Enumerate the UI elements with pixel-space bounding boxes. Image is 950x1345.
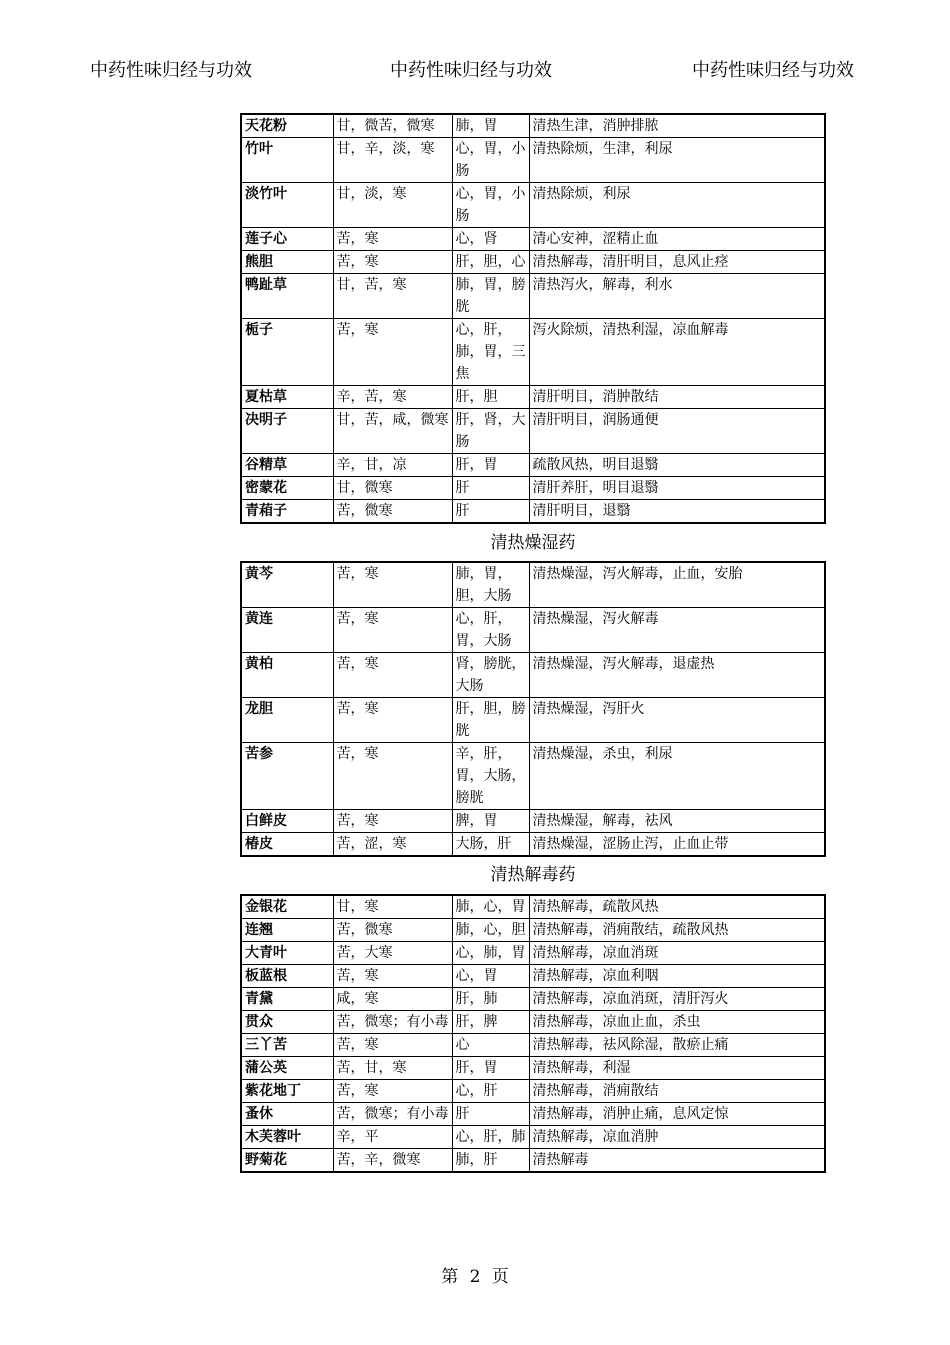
herb-name: 龙胆 (241, 698, 333, 743)
herb-name: 淡竹叶 (241, 183, 333, 228)
herb-meridian: 心，肺，胃 (452, 942, 529, 965)
table-row (241, 1103, 825, 1126)
herb-effect: 清热燥湿，泻火解毒，退虚热 (529, 653, 825, 698)
herb-nature: 苦，微寒 (333, 919, 452, 942)
herb-name: 熊胆 (241, 251, 333, 274)
herb-nature: 咸，寒 (333, 988, 452, 1011)
herb-nature: 甘，苦，寒 (333, 274, 452, 319)
herb-name: 谷精草 (241, 454, 333, 477)
herb-effect: 清热解毒，利湿 (529, 1057, 825, 1080)
section-title-damp-heat: 清热燥湿药 (490, 533, 576, 553)
herb-nature: 甘，微寒 (333, 477, 452, 500)
herb-effect: 清热燥湿，泻火解毒，止血，安胎 (529, 562, 825, 608)
table-row (241, 965, 825, 988)
herb-name: 鸭趾草 (241, 274, 333, 319)
herb-meridian: 肺，肝 (452, 1149, 529, 1173)
herb-nature: 甘，淡，寒 (333, 183, 452, 228)
table-row (241, 409, 825, 454)
herb-meridian: 肺，心，胃 (452, 895, 529, 919)
herb-effect: 清热解毒 (529, 1149, 825, 1173)
herb-effect: 清热解毒，祛风除湿，散瘀止痛 (529, 1034, 825, 1057)
table-row (241, 1080, 825, 1103)
herb-meridian: 肺，胃，胆，大肠 (452, 562, 529, 608)
herb-effect: 清肝明目，退翳 (529, 500, 825, 524)
page-number: 第 2 页 (441, 1267, 509, 1287)
herb-nature: 苦，寒 (333, 743, 452, 810)
herb-effect: 清热解毒，消肿止痛，息风定惊 (529, 1103, 825, 1126)
herb-meridian: 肝，胆 (452, 386, 529, 409)
herb-meridian: 肝，胆，膀胱 (452, 698, 529, 743)
herb-effect: 清肝明目，消肿散结 (529, 386, 825, 409)
herb-meridian: 心，肝，胃，大肠 (452, 608, 529, 653)
herb-name: 连翘 (241, 919, 333, 942)
table-row (241, 500, 825, 524)
header-left-title: 中药性味归经与功效 (90, 60, 252, 81)
herb-effect: 清热燥湿，杀虫，利尿 (529, 743, 825, 810)
herb-effect: 清热解毒，凉血利咽 (529, 965, 825, 988)
herb-nature: 苦，寒 (333, 251, 452, 274)
header-right-title: 中药性味归经与功效 (692, 60, 854, 81)
table-row (241, 477, 825, 500)
herb-name: 青黛 (241, 988, 333, 1011)
herb-nature: 苦，大寒 (333, 942, 452, 965)
herb-name: 黄芩 (241, 562, 333, 608)
herb-meridian: 心，胃 (452, 965, 529, 988)
herb-meridian: 肺，胃 (452, 114, 529, 138)
herb-effect: 疏散风热，明目退翳 (529, 454, 825, 477)
table-row (241, 228, 825, 251)
table-row (241, 833, 825, 857)
table-row (241, 1126, 825, 1149)
herb-effect: 清热解毒，凉血消斑 (529, 942, 825, 965)
herb-nature: 甘，微苦，微寒 (333, 114, 452, 138)
herb-meridian: 肝，脾 (452, 1011, 529, 1034)
herb-meridian: 心，肾 (452, 228, 529, 251)
herb-effect: 清热泻火，解毒，利水 (529, 274, 825, 319)
herb-name: 木芙蓉叶 (241, 1126, 333, 1149)
herb-name: 板蓝根 (241, 965, 333, 988)
herb-effect: 清肝明目，润肠通便 (529, 409, 825, 454)
herb-meridian: 心，肝，肺，胃，三焦 (452, 319, 529, 386)
herb-name: 紫花地丁 (241, 1080, 333, 1103)
herb-meridian: 肝 (452, 477, 529, 500)
herb-meridian: 辛，肝，胃，大肠，膀胱 (452, 743, 529, 810)
herb-nature: 苦，寒 (333, 319, 452, 386)
herb-nature: 苦，微寒；有小毒 (333, 1011, 452, 1034)
herb-nature: 甘，辛，淡，寒 (333, 138, 452, 183)
herb-meridian: 肝 (452, 1103, 529, 1126)
herb-effect: 清热解毒，凉血消斑，清肝泻火 (529, 988, 825, 1011)
table-row (241, 743, 825, 810)
herb-effect: 清热燥湿，解毒，祛风 (529, 810, 825, 833)
herb-name: 椿皮 (241, 833, 333, 857)
herb-name: 莲子心 (241, 228, 333, 251)
herb-nature: 苦，寒 (333, 608, 452, 653)
herb-meridian: 肝，胃 (452, 454, 529, 477)
herb-meridian: 心 (452, 1034, 529, 1057)
table-row (241, 653, 825, 698)
herb-effect: 清热燥湿，泻火解毒 (529, 608, 825, 653)
herb-table-detox (240, 894, 826, 1173)
herb-meridian: 心，胃，小肠 (452, 183, 529, 228)
herb-name: 栀子 (241, 319, 333, 386)
herb-table-heat-clearing (240, 113, 826, 524)
herb-meridian: 肝，胆，心 (452, 251, 529, 274)
herb-meridian: 大肠，肝 (452, 833, 529, 857)
herb-name: 苦参 (241, 743, 333, 810)
herb-name: 黄柏 (241, 653, 333, 698)
herb-nature: 甘，寒 (333, 895, 452, 919)
herb-meridian: 心，肝 (452, 1080, 529, 1103)
table-row (241, 183, 825, 228)
herb-nature: 苦，寒 (333, 653, 452, 698)
herb-name: 贯众 (241, 1011, 333, 1034)
herb-effect: 清热解毒，凉血止血，杀虫 (529, 1011, 825, 1034)
herb-name: 蒲公英 (241, 1057, 333, 1080)
table-row (241, 251, 825, 274)
herb-nature: 辛，平 (333, 1126, 452, 1149)
herb-meridian: 肺，心，胆 (452, 919, 529, 942)
herb-nature: 辛，苦，寒 (333, 386, 452, 409)
herb-effect: 清热除烦，生津，利尿 (529, 138, 825, 183)
table-row (241, 562, 825, 608)
herb-effect: 清热解毒，凉血消肿 (529, 1126, 825, 1149)
herb-meridian: 脾，胃 (452, 810, 529, 833)
herb-meridian: 肝，胃 (452, 1057, 529, 1080)
herb-nature: 苦，寒 (333, 698, 452, 743)
herb-effect: 清热解毒，消痈散结，疏散风热 (529, 919, 825, 942)
herb-table-damp-heat (240, 561, 826, 857)
herb-name: 蚤休 (241, 1103, 333, 1126)
table-row (241, 988, 825, 1011)
herb-nature: 苦，寒 (333, 228, 452, 251)
herb-effect: 清肝养肝，明目退翳 (529, 477, 825, 500)
table-row (241, 319, 825, 386)
herb-nature: 苦，涩，寒 (333, 833, 452, 857)
header-center-title: 中药性味归经与功效 (390, 60, 552, 81)
herb-effect: 清热燥湿，泻肝火 (529, 698, 825, 743)
herb-effect: 清热解毒，清肝明目，息风止痉 (529, 251, 825, 274)
table-row (241, 1057, 825, 1080)
table-row (241, 1149, 825, 1173)
herb-name: 青葙子 (241, 500, 333, 524)
table-row (241, 698, 825, 743)
herb-nature: 苦，微寒；有小毒 (333, 1103, 452, 1126)
herb-effect: 清热生津，消肿排脓 (529, 114, 825, 138)
table-row (241, 942, 825, 965)
herb-meridian: 肺，胃，膀胱 (452, 274, 529, 319)
herb-effect: 清热解毒，疏散风热 (529, 895, 825, 919)
herb-name: 夏枯草 (241, 386, 333, 409)
table-row (241, 919, 825, 942)
herb-nature: 苦，寒 (333, 965, 452, 988)
section-title-detox: 清热解毒药 (490, 865, 576, 885)
herb-name: 竹叶 (241, 138, 333, 183)
herb-meridian: 心，胃，小肠 (452, 138, 529, 183)
herb-name: 决明子 (241, 409, 333, 454)
herb-effect: 清热解毒，消痈散结 (529, 1080, 825, 1103)
herb-name: 野菊花 (241, 1149, 333, 1173)
herb-nature: 苦，甘，寒 (333, 1057, 452, 1080)
herb-nature: 辛，甘，凉 (333, 454, 452, 477)
herb-nature: 苦，寒 (333, 1080, 452, 1103)
herb-nature: 苦，寒 (333, 1034, 452, 1057)
herb-effect: 泻火除烦，清热利湿，凉血解毒 (529, 319, 825, 386)
herb-effect: 清心安神，涩精止血 (529, 228, 825, 251)
herb-nature: 苦，微寒 (333, 500, 452, 524)
herb-nature: 苦，辛，微寒 (333, 1149, 452, 1173)
herb-nature: 苦，寒 (333, 562, 452, 608)
herb-meridian: 肝 (452, 500, 529, 524)
herb-name: 大青叶 (241, 942, 333, 965)
table-row (241, 895, 825, 919)
herb-name: 天花粉 (241, 114, 333, 138)
herb-effect: 清热除烦，利尿 (529, 183, 825, 228)
table-row (241, 1034, 825, 1057)
herb-nature: 苦，寒 (333, 810, 452, 833)
herb-name: 白鲜皮 (241, 810, 333, 833)
table-row (241, 454, 825, 477)
herb-effect: 清热燥湿，涩肠止泻，止血止带 (529, 833, 825, 857)
herb-name: 金银花 (241, 895, 333, 919)
herb-name: 密蒙花 (241, 477, 333, 500)
herb-meridian: 肝，肾，大肠 (452, 409, 529, 454)
herb-nature: 甘，苦，咸，微寒 (333, 409, 452, 454)
table-row (241, 114, 825, 138)
table-row (241, 810, 825, 833)
table-row (241, 386, 825, 409)
table-row (241, 138, 825, 183)
table-row (241, 608, 825, 653)
table-row (241, 1011, 825, 1034)
herb-name: 黄连 (241, 608, 333, 653)
herb-meridian: 心，肝，肺 (452, 1126, 529, 1149)
table-row (241, 274, 825, 319)
herb-meridian: 肾，膀胱，大肠 (452, 653, 529, 698)
herb-meridian: 肝，肺 (452, 988, 529, 1011)
herb-name: 三丫苦 (241, 1034, 333, 1057)
